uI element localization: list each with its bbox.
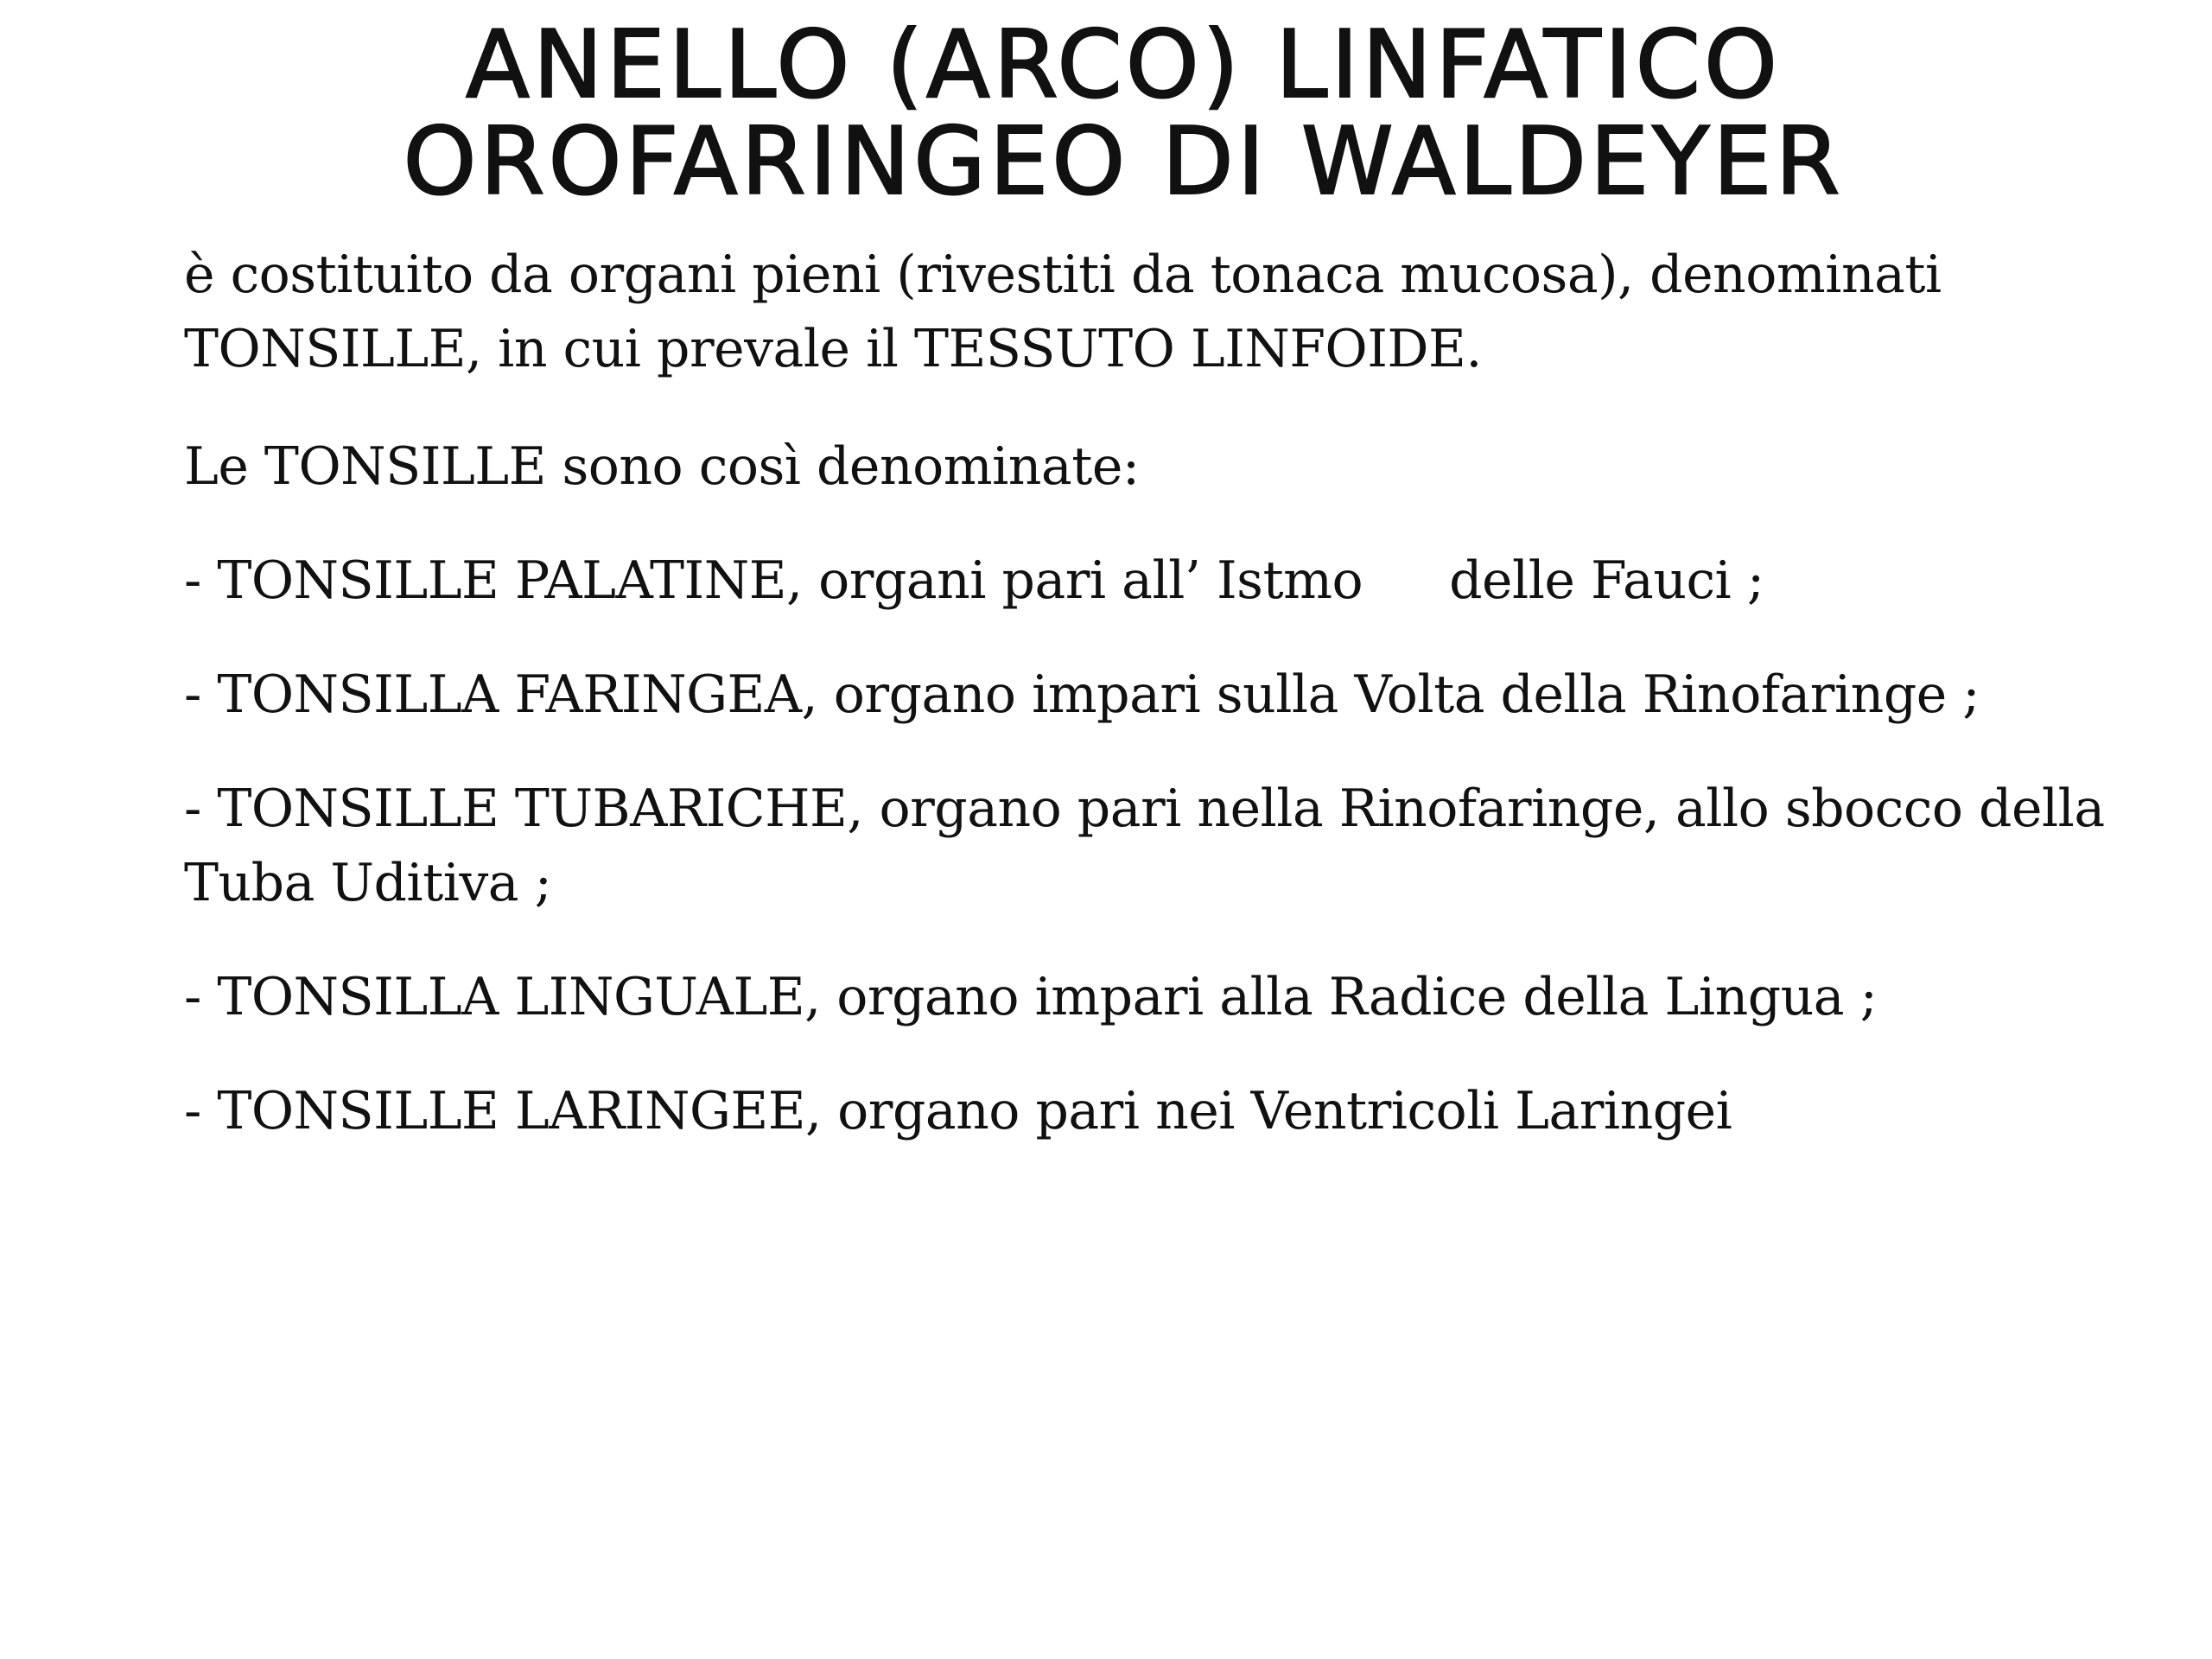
- slide-body: [184, 238, 2137, 1188]
- list-item-tonsilla-faringea: - TONSILLA FARINGEA, organo impari sulla Volta della Rinofaringe ;: [184, 664, 1980, 725]
- list-item-tonsille-laringee: - TONSILLE LARINGEE, organo pari nei Ventricoli Laringei: [184, 1081, 1732, 1141]
- lead-paragraph: Le TONSILLE sono così denominate:: [184, 436, 1140, 497]
- slide-title: [259, 11, 1987, 216]
- title-line-2: OROFARINGEO DI WALDEYER: [403, 108, 1844, 216]
- list-item-text-continued: delle Fauci ;: [1449, 550, 1764, 611]
- list-item-tonsilla-linguale: - TONSILLA LINGUALE, organo impari alla Radice della Lingua ;: [184, 967, 1878, 1027]
- title-line-1: ANELLO (ARCO) LINFATICO: [465, 11, 1782, 119]
- intro-paragraph: è costituito da organi pieni (rivestiti da tonaca mucosa), denominati TONSILLE, in cui prevale il TESSUTO LINFOIDE.: [184, 245, 1942, 379]
- list-item-tonsille-tubariche: - TONSILLE TUBARICHE, organo pari nella Rinofaringe, allo sbocco della Tuba Uditiva ;: [184, 779, 2105, 913]
- list-item-tonsille-palatine: [184, 543, 2137, 618]
- list-item-text: - TONSILLE PALATINE, organi pari all’ Istmo: [184, 550, 1363, 611]
